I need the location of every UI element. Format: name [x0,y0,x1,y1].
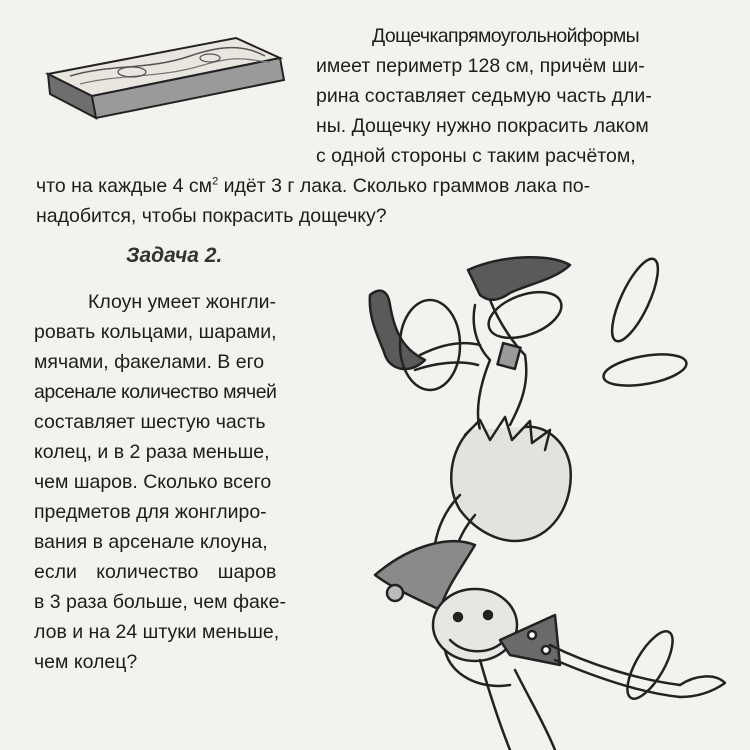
problem2-line-11 [34,590,286,614]
problem1-line-3 [316,84,652,108]
problem1-line-7 [36,204,387,228]
problem2-line-12 [34,620,279,644]
text: вания в арсенале клоуна, [34,531,268,553]
text: если количество шаров [34,561,277,583]
problem2-line-6 [34,440,270,464]
text: составляет шестую часть [34,411,266,433]
problem1-line-6 [36,174,590,198]
problem2-line-2 [34,320,277,344]
text: чем шаров. Сколько всего [34,471,272,493]
text: Клоун умеет жонгли- [88,291,276,313]
text: с одной стороны с таким расчётом, [316,145,636,167]
text: надобится, чтобы покрасить дощечку? [36,205,387,227]
problem2-line-8 [34,500,267,524]
text: колец, и в 2 раза меньше, [34,441,270,463]
problem1-line-5 [316,144,636,168]
text: Дощечкапрямоугольнойформы [372,25,640,47]
problem2-line-7 [34,470,271,494]
text: мячами, факелами. В его [34,351,265,373]
problem2-line-10 [34,560,276,584]
problem2-line-5 [34,410,266,434]
text: в 3 раза больше, чем факе- [34,591,286,613]
problem2-heading: Задача 2. [126,244,223,267]
problem2-line-3 [34,350,264,374]
text: ровать кольцами, шарами, [34,321,277,343]
problem1-line-2 [316,54,645,78]
superscript: 2 [212,175,219,188]
text: идёт 3 г лака. Сколько граммов лака по- [218,175,591,197]
problem2-line-4 [34,380,276,404]
text: имеет периметр 128 см, причём ши- [316,55,645,77]
text: предметов для жонглиро- [34,501,267,523]
text: ны. Дощечку нужно покрасить лаком [316,115,649,137]
problem2-line-1 [88,290,276,314]
text: лов и на 24 штуки меньше, [34,621,280,643]
problem2-line-9 [34,530,268,554]
problem1-line-1 [372,24,722,48]
plank-illustration [40,28,300,128]
text: рина составляет седьмую часть дли- [316,85,652,107]
text: что на каждые 4 см [36,175,213,197]
clown-illustration [350,245,745,750]
problem2-line-13 [34,650,137,674]
text: чем колец? [34,651,138,673]
text: арсенале количество мячей [34,381,277,403]
problem1-line-4 [316,114,649,138]
